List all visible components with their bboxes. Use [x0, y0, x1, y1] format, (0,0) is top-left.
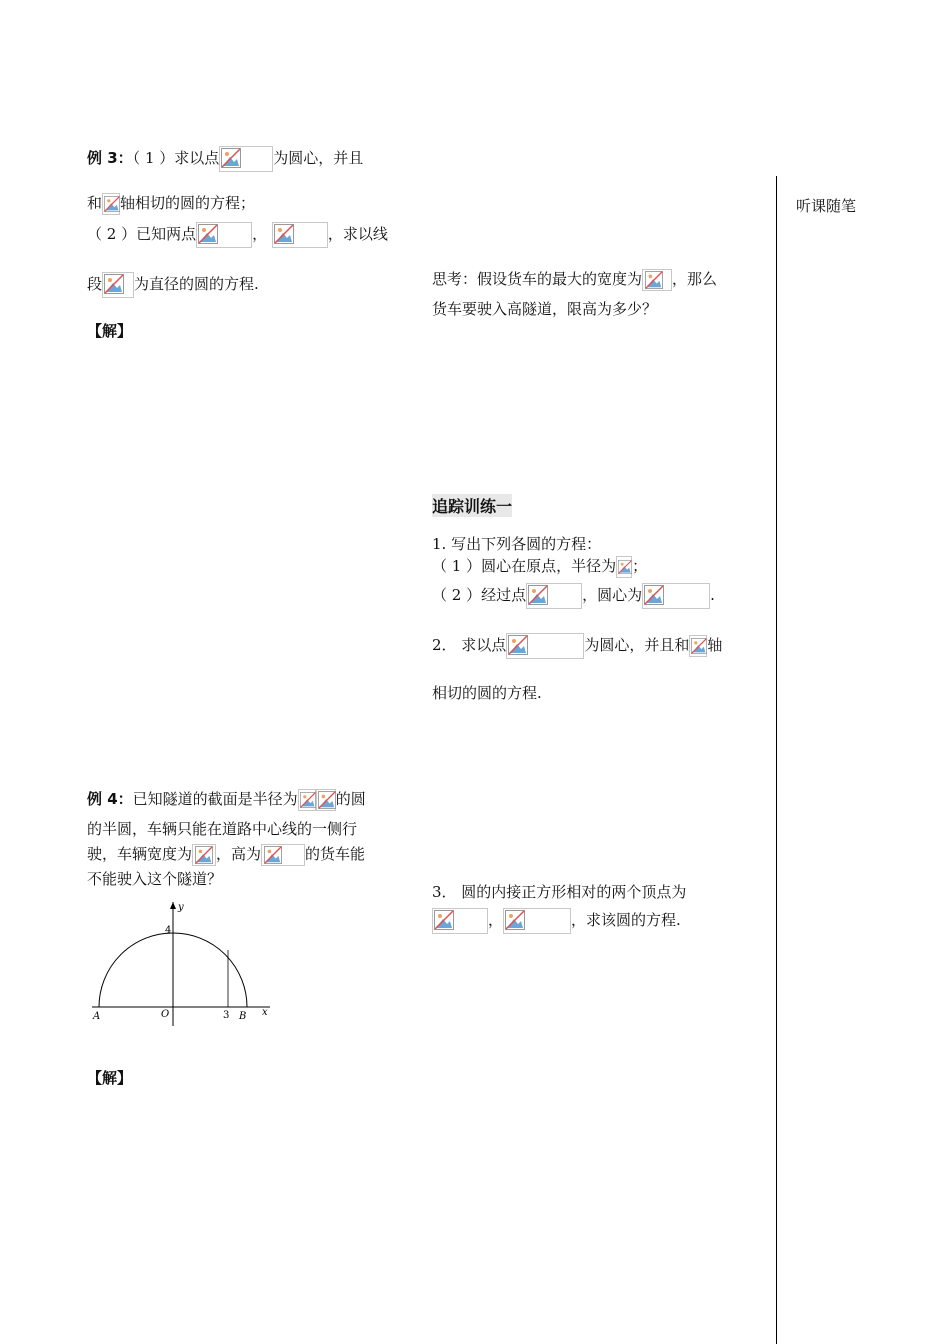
- practice-title: 追踪训练一: [432, 494, 512, 517]
- broken-image-icon: [689, 635, 707, 657]
- example3-line2: 和 轴相切的圆的方程；: [87, 192, 255, 215]
- y-label: y: [178, 902, 184, 913]
- example4-line4: 不能驶入这个隧道？: [87, 870, 223, 888]
- example4-solution: 【解】: [87, 1069, 133, 1087]
- example3-solution: 【解】: [87, 322, 133, 340]
- broken-image-icon: [192, 844, 216, 866]
- example3-line3: （ 2 ）已知两点 ， ，求以线: [87, 222, 388, 248]
- practice-q1b: （ 2 ）经过点 ，圆心为 .: [432, 583, 715, 609]
- broken-image-icon: [272, 222, 328, 248]
- think-line2: 货车要驶入高隧道，限高为多少？: [432, 300, 658, 318]
- three-label: 3: [223, 1010, 230, 1021]
- broken-image-icon: [196, 222, 252, 248]
- broken-image-icon: [261, 844, 305, 866]
- broken-image-icon: [616, 556, 632, 578]
- example4-line3: 驶，车辆宽度为 ，高为 的货车能: [87, 843, 365, 866]
- broken-image-icon: [316, 789, 336, 811]
- sidebar-divider: [776, 176, 777, 1344]
- broken-image-icon: [506, 633, 584, 659]
- broken-image-icon: [102, 272, 134, 298]
- practice-q3-line1: 3． 圆的内接正方形相对的两个顶点为: [432, 883, 687, 901]
- example3-label: 例 3：: [87, 149, 133, 167]
- broken-image-icon: [298, 789, 316, 811]
- example4-line1: 例 4：已知隧道的截面是半径为 的圆: [87, 788, 366, 811]
- broken-image-icon: [642, 583, 710, 609]
- b-label: B: [239, 1011, 247, 1022]
- broken-image-icon: [102, 193, 120, 215]
- sidebar-label: 听课随笔: [796, 197, 857, 215]
- a-label: A: [93, 1011, 101, 1022]
- example4-line2: 的半圆，车辆只能在道路中心线的一侧行: [87, 820, 358, 838]
- think-line1: 思考：假设货车的最大的宽度为 ，那么: [432, 268, 717, 291]
- x-label: x: [262, 1007, 268, 1018]
- y-axis-arrow: [170, 902, 176, 909]
- example3-line1: 例 3：（ 1 ）求以点 为圆心，并且: [87, 146, 363, 172]
- broken-image-icon: [503, 908, 571, 934]
- practice-q2-line2: 相切的圆的方程.: [432, 684, 542, 702]
- practice-q1a: （ 1 ）圆心在原点，半径为 ；: [432, 555, 647, 578]
- broken-image-icon: [642, 269, 672, 291]
- practice-q1: 1. 写出下列各圆的方程：: [432, 535, 602, 553]
- origin-label: O: [161, 1009, 170, 1020]
- example3-line4: 段 为直径的圆的方程.: [87, 272, 259, 298]
- broken-image-icon: [526, 583, 582, 609]
- practice-q2: 2． 求以点 为圆心，并且和 轴: [432, 633, 722, 659]
- example4-label: 例 4：: [87, 790, 133, 808]
- broken-image-icon: [432, 908, 488, 934]
- practice-q3-line2: ， ，求该圆的方程.: [432, 908, 681, 934]
- tunnel-figure: [88, 898, 278, 1028]
- broken-image-icon: [219, 146, 273, 172]
- top-label: 4: [165, 925, 172, 936]
